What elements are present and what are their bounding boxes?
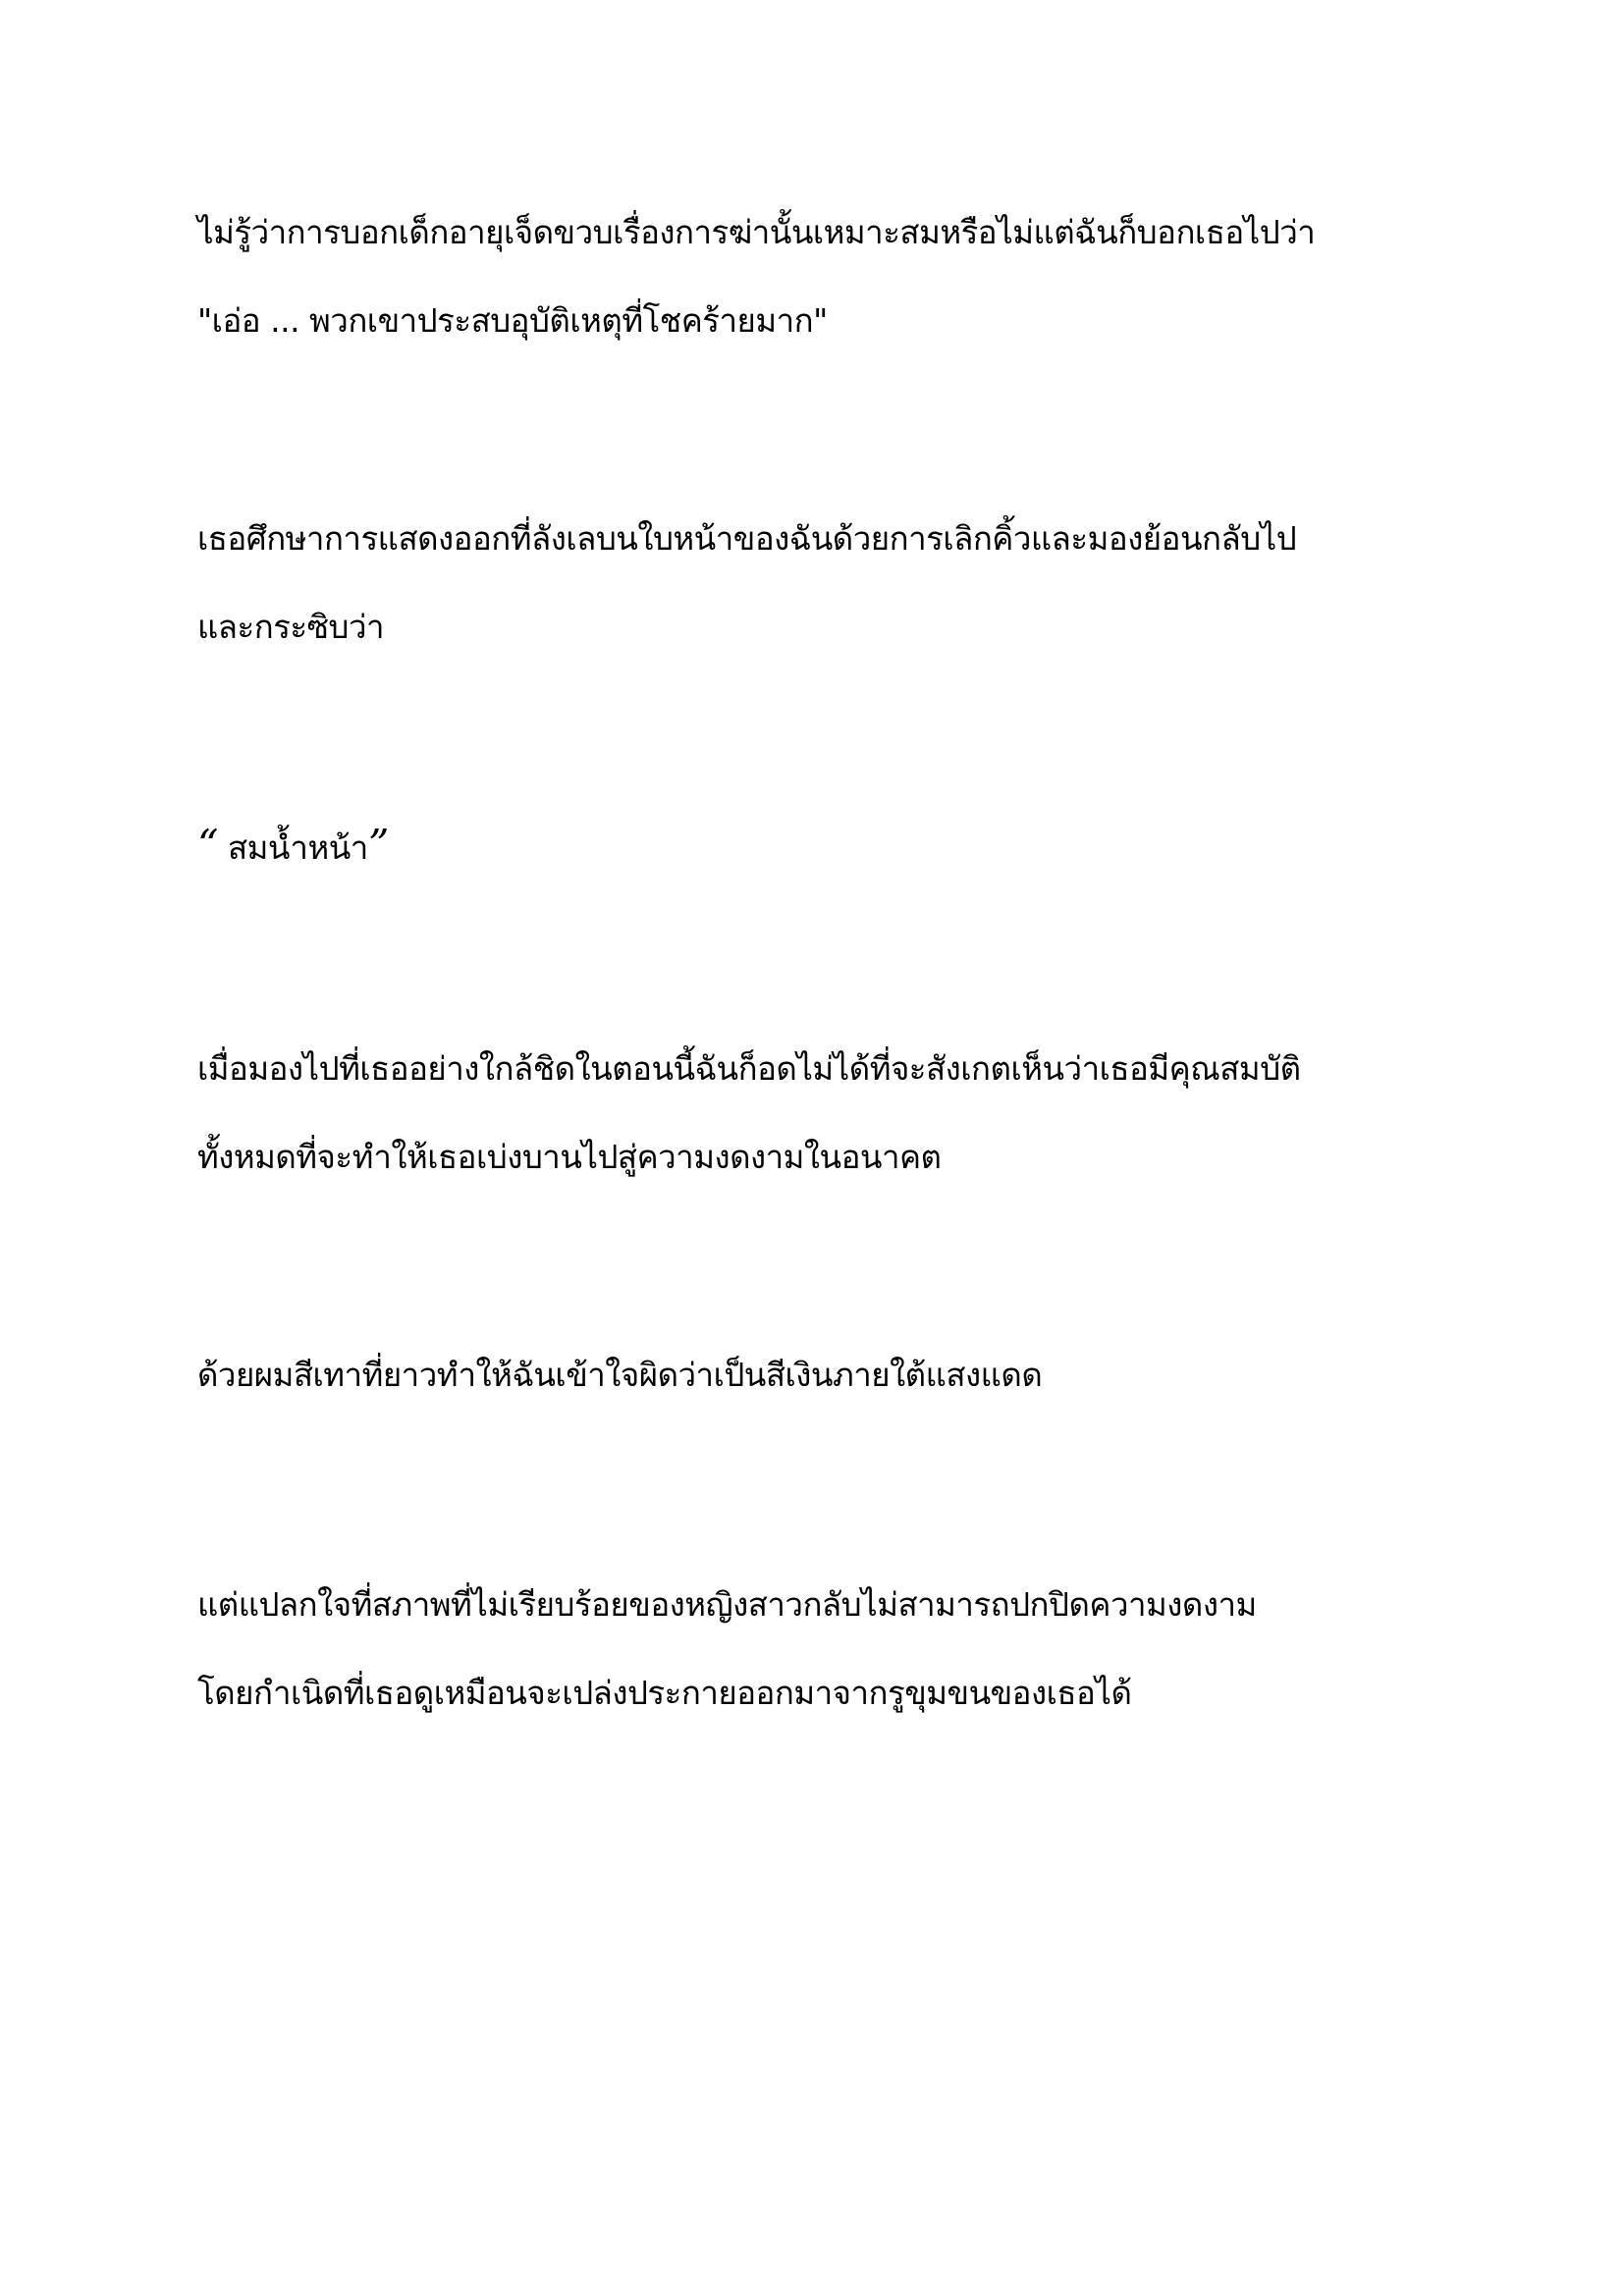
- paragraph-line: และกระซิบว่า: [197, 608, 385, 646]
- paragraph-line: ไม่รู้ว่าการบอกเด็กอายุเจ็ดขวบเรื่องการฆ่านั้นเหมาะสมหรือไม่แต่ฉันก็บอกเธอไปว่า: [197, 213, 1316, 251]
- paragraph-6: [197, 1561, 1435, 1737]
- paragraph-line: โดยกำเนิดที่เธอดูเหมือนจะเปล่งประกายออกมาจากรูขุมขนของเธอได้: [197, 1674, 1132, 1712]
- paragraph-line: แต่แปลกใจที่สภาพที่ไม่เรียบร้อยของหญิงสาวกลับไม่สามารถปกปิดความงดงาม: [197, 1585, 1257, 1624]
- quote-line: [197, 801, 1435, 889]
- paragraph-line: เธอศึกษาการแสดงออกที่ลังเลบนใบหน้าของฉันด้วยการเลิกคิ้วและมองย้อนกลับไป: [197, 519, 1297, 558]
- quote-text: สมน้ำหน้า: [217, 828, 368, 867]
- paragraph-line: เมื่อมองไปที่เธออย่างใกล้ชิดในตอนนี้ฉันก็อดไม่ได้ที่จะสังเกตเห็นว่าเธอมีคุณสมบัติ: [197, 1049, 1301, 1088]
- paragraph-line: ด้วยผมสีเทาที่ยาวทำให้ฉันเข้าใจผิดว่าเป็นสีเงินภายใต้แสงแดด: [197, 1356, 1043, 1394]
- paragraph-2: [197, 495, 1435, 671]
- paragraph-1: [197, 188, 1435, 365]
- open-quote-mark: “: [197, 821, 218, 869]
- paragraph-5: [197, 1331, 1435, 1419]
- paragraph-line: ทั้งหมดที่จะทำให้เธอเบ่งบานไปสู่ความงดงามในอนาคต: [197, 1138, 942, 1176]
- paragraph-4: [197, 1025, 1435, 1201]
- paragraph-line: "เอ่อ ... พวกเขาประสบอุบัติเหตุที่โชคร้ายมาก": [197, 301, 828, 340]
- paragraph-3-quote: [197, 801, 1435, 889]
- close-quote-mark: ”: [367, 821, 389, 869]
